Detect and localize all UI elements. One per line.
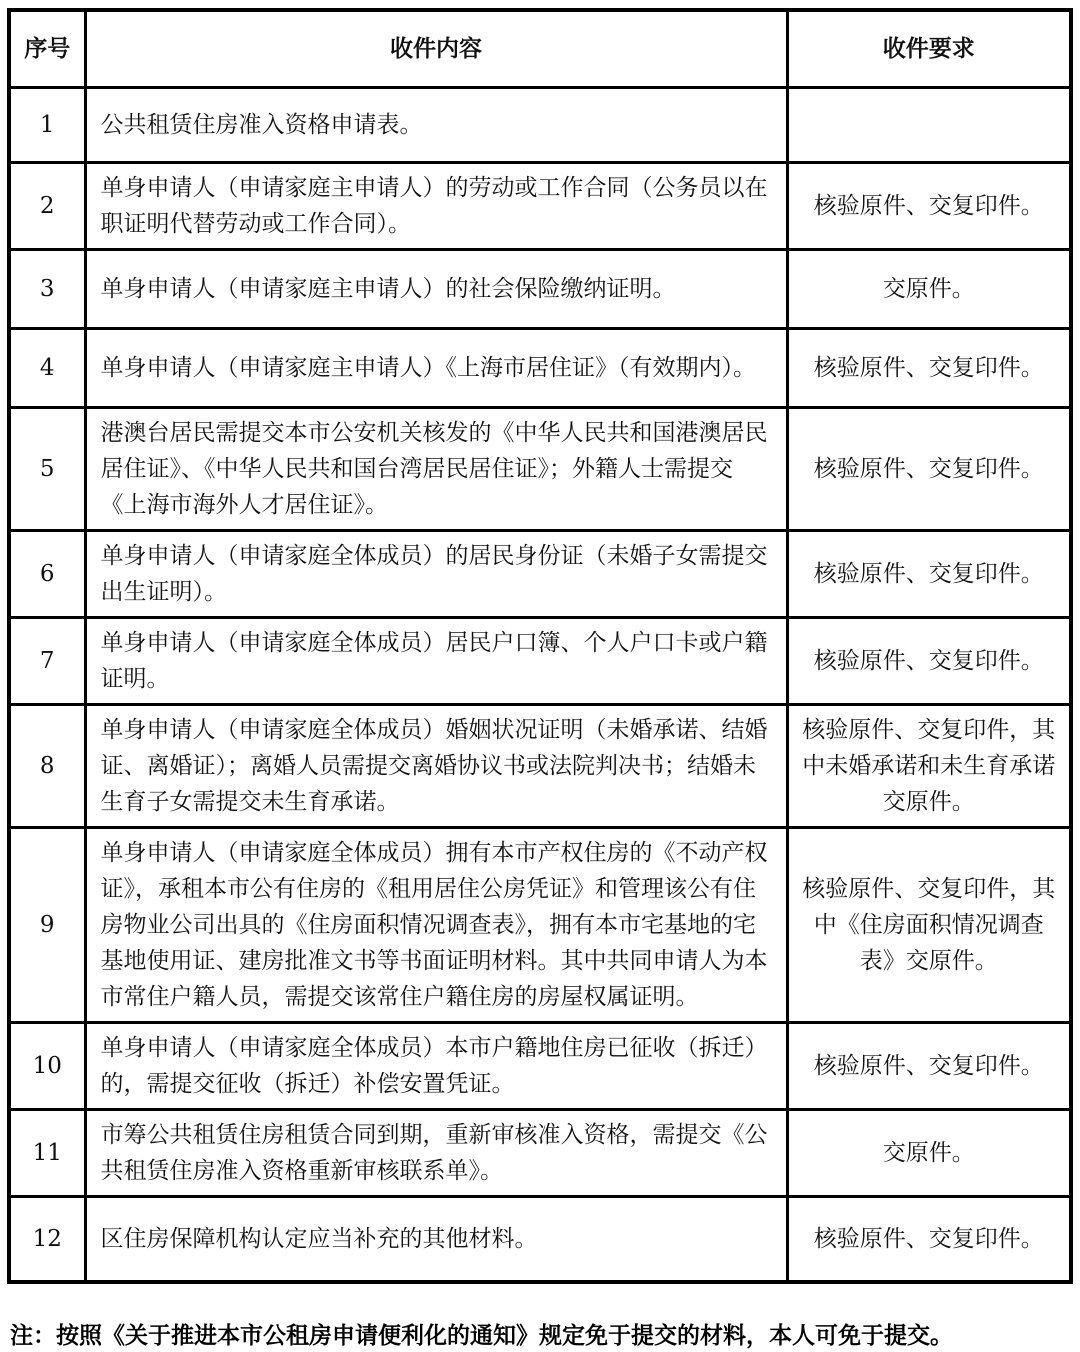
- row-number: 10: [9, 1023, 85, 1110]
- row-content: 单身申请人（申请家庭全体成员）本市户籍地住房已征收（拆迁）的，需提交征收（拆迁）补偿安置凭证。: [85, 1023, 787, 1110]
- table-row: [9, 1023, 1071, 1110]
- row-requirement: [787, 88, 1071, 163]
- materials-table: [7, 8, 1073, 1284]
- row-content: 单身申请人（申请家庭主申请人）的社会保险缴纳证明。: [85, 250, 787, 329]
- row-content: 市筹公共租赁住房租赁合同到期，重新审核准入资格，需提交《公共租赁住房准入资格重新审核联系单》。: [85, 1110, 787, 1197]
- table-row: [9, 705, 1071, 828]
- row-requirement: 核验原件、交复印件。: [787, 1197, 1071, 1283]
- table-row: [9, 250, 1071, 329]
- table-row: [9, 1110, 1071, 1197]
- row-requirement: 核验原件、交复印件。: [787, 531, 1071, 618]
- row-content: 区住房保障机构认定应当补充的其他材料。: [85, 1197, 787, 1283]
- row-requirement: 核验原件、交复印件。: [787, 1023, 1071, 1110]
- header-cell-no: 序号: [9, 10, 85, 88]
- row-requirement: 核验原件、交复印件，其中《住房面积情况调查表》交原件。: [787, 828, 1071, 1023]
- header-row: [9, 10, 1071, 88]
- row-content: 单身申请人（申请家庭全体成员）的居民身份证（未婚子女需提交出生证明）。: [85, 531, 787, 618]
- row-content: 单身申请人（申请家庭主申请人）的劳动或工作合同（公务员以在职证明代替劳动或工作合同）。: [85, 163, 787, 250]
- row-number: 11: [9, 1110, 85, 1197]
- row-requirement: 核验原件、交复印件，其中未婚承诺和未生育承诺交原件。: [787, 705, 1071, 828]
- header-cell-requirement: 收件要求: [787, 10, 1071, 88]
- row-number: 12: [9, 1197, 85, 1283]
- row-number: 6: [9, 531, 85, 618]
- table-row: [9, 1197, 1071, 1283]
- table-row: [9, 329, 1071, 408]
- table-row: [9, 88, 1071, 163]
- row-number: 4: [9, 329, 85, 408]
- table-row: [9, 163, 1071, 250]
- row-requirement: 核验原件、交复印件。: [787, 618, 1071, 705]
- header-cell-content: 收件内容: [85, 10, 787, 88]
- row-content: 港澳台居民需提交本市公安机关核发的《中华人民共和国港澳居民居住证》、《中华人民共和国台湾居民居住证》；外籍人士需提交《上海市海外人才居住证》。: [85, 408, 787, 531]
- row-requirement: 交原件。: [787, 250, 1071, 329]
- row-requirement: 核验原件、交复印件。: [787, 163, 1071, 250]
- table-row: [9, 618, 1071, 705]
- row-number: 2: [9, 163, 85, 250]
- table-row: [9, 531, 1071, 618]
- row-number: 3: [9, 250, 85, 329]
- row-number: 7: [9, 618, 85, 705]
- footnote: 注：按照《关于推进本市公租房申请便利化的通知》规定免于提交的材料，本人可免于提交。: [10, 1323, 953, 1349]
- row-number: 8: [9, 705, 85, 828]
- row-number: 9: [9, 828, 85, 1023]
- table-body: [9, 88, 1071, 1283]
- table-row: [9, 408, 1071, 531]
- row-content: 单身申请人（申请家庭主申请人）《上海市居住证》（有效期内）。: [85, 329, 787, 408]
- row-requirement: 交原件。: [787, 1110, 1071, 1197]
- row-requirement: 核验原件、交复印件。: [787, 408, 1071, 531]
- row-requirement: 核验原件、交复印件。: [787, 329, 1071, 408]
- table-row: [9, 828, 1071, 1023]
- row-number: 5: [9, 408, 85, 531]
- table-header: [9, 10, 1071, 88]
- row-content: 公共租赁住房准入资格申请表。: [85, 88, 787, 163]
- row-content: 单身申请人（申请家庭全体成员）婚姻状况证明（未婚承诺、结婚证、离婚证）；离婚人员需提交离婚协议书或法院判决书；结婚未生育子女需提交未生育承诺。: [85, 705, 787, 828]
- row-content: 单身申请人（申请家庭全体成员）拥有本市产权住房的《不动产权证》，承租本市公有住房的《租用居住公房凭证》和管理该公有住房物业公司出具的《住房面积情况调查表》，拥有本市宅基地的宅基地使用证、建房批准文书等书面证明材料。其中共同申请人为本市常住户籍人员，需提交该常住户籍住房的房屋权属证明。: [85, 828, 787, 1023]
- row-content: 单身申请人（申请家庭全体成员）居民户口簿、个人户口卡或户籍证明。: [85, 618, 787, 705]
- row-number: 1: [9, 88, 85, 163]
- document-page: [7, 8, 1073, 1352]
